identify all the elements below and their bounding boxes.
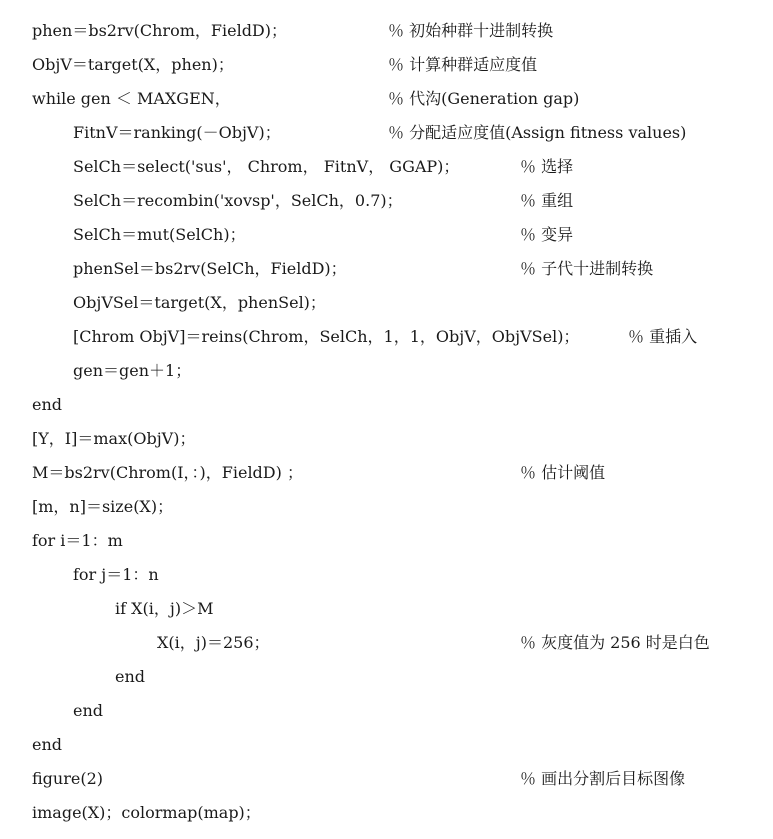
code-comment: ％ 灰度值为 256 时是白色 — [520, 633, 710, 652]
code-text: ObjV＝target(X，phen)； — [32, 55, 234, 74]
code-line — [0, 9, 773, 43]
code-line — [0, 791, 773, 825]
code-text: gen＝gen＋1； — [73, 361, 192, 380]
code-line — [0, 689, 773, 723]
code-text: end — [73, 701, 104, 720]
code-text: end — [32, 735, 63, 754]
code-line — [0, 43, 773, 77]
code-text: end — [115, 667, 146, 686]
code-line — [0, 179, 773, 213]
code-line — [0, 757, 773, 791]
code-line — [0, 655, 773, 689]
code-line — [0, 111, 773, 145]
code-text: phen＝bs2rv(Chrom，FieldD)； — [32, 21, 288, 40]
code-line — [0, 587, 773, 621]
code-comment: ％ 子代十进制转换 — [520, 259, 654, 278]
code-line — [0, 553, 773, 587]
code-line — [0, 213, 773, 247]
code-comment: ％ 初始种群十进制转换 — [388, 21, 554, 40]
code-comment: ％ 选择 — [520, 157, 574, 176]
code-comment: ％ 画出分割后目标图像 — [520, 769, 686, 788]
code-line — [0, 723, 773, 757]
code-text: phenSel＝bs2rv(SelCh，FieldD)； — [73, 259, 347, 278]
code-text: [m，n]＝size(X)； — [32, 497, 174, 516]
code-text: if X(i，j)＞M — [115, 599, 214, 618]
code-line — [0, 621, 773, 655]
code-comment: ％ 估计阈值 — [520, 463, 606, 482]
code-text: figure(2) — [32, 769, 103, 788]
code-comment: ％ 计算种群适应度值 — [388, 55, 538, 74]
code-line — [0, 247, 773, 281]
code-text: [Y，I]＝max(ObjV)； — [32, 429, 196, 448]
code-text: [Chrom ObjV]＝reins(Chrom，SelCh，1，1，ObjV，ObjVSel)； — [73, 327, 580, 346]
code-text: image(X)；colormap(map)； — [32, 803, 261, 822]
code-line — [0, 383, 773, 417]
code-text: for i＝1：m — [32, 531, 123, 550]
code-comment: ％ 变异 — [520, 225, 574, 244]
code-text: X(i，j)＝256； — [157, 633, 270, 652]
code-comment: ％ 重组 — [520, 191, 574, 210]
code-line — [0, 281, 773, 315]
code-text: SelCh＝select('sus'， Chrom， FitnV， GGAP)； — [73, 157, 460, 176]
code-text: end — [32, 395, 63, 414]
code-comment: ％ 代沟(Generation gap) — [388, 89, 580, 108]
code-line — [0, 451, 773, 485]
code-line — [0, 519, 773, 553]
code-text: SelCh＝recombin('xovsp'，SelCh，0.7)； — [73, 191, 403, 210]
code-line — [0, 145, 773, 179]
code-comment: ％ 重插入 — [628, 327, 698, 346]
code-line — [0, 417, 773, 451]
code-text: for j＝1：n — [73, 565, 159, 584]
code-line — [0, 485, 773, 519]
code-text: while gen ＜ MAXGEN， — [32, 89, 231, 108]
code-text: M＝bs2rv(Chrom(I，：)，FieldD) ； — [32, 463, 303, 482]
code-line — [0, 77, 773, 111]
code-line — [0, 349, 773, 383]
code-comment: ％ 分配适应度值(Assign fitness values) — [388, 123, 687, 142]
code-line — [0, 315, 773, 349]
code-text: ObjVSel＝target(X，phenSel)； — [73, 293, 326, 312]
code-text: SelCh＝mut(SelCh)； — [73, 225, 246, 244]
code-text: FitnV＝ranking(－ObjV)； — [73, 123, 281, 142]
